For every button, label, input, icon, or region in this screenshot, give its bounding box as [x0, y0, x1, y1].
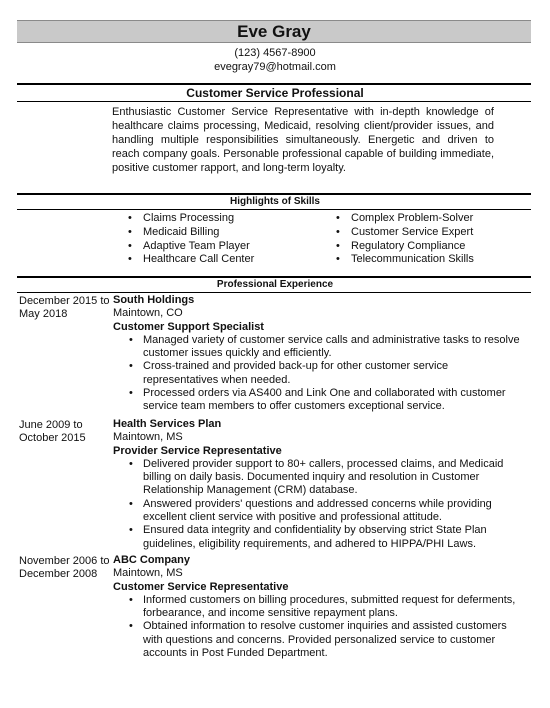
email-address: evegray79@hotmail.com	[214, 61, 336, 73]
skills-title: Highlights of Skills	[229, 196, 320, 207]
divider	[17, 83, 531, 85]
job-dates-end: December 2008	[19, 568, 98, 580]
job-location: Maintown, MS	[113, 431, 183, 444]
job-entry	[113, 294, 523, 414]
job-role: Customer Support Specialist	[113, 320, 264, 333]
divider	[17, 193, 531, 195]
candidate-name: Eve Gray	[237, 22, 311, 41]
job-dates-end: May 2018	[19, 308, 68, 320]
profile-summary: Enthusiastic Customer Service Representative with in-depth knowledge of healthcare claims processing, Medicaid, resolving client/provider issues, and handling multiple responsibilities simultaneously. Energetic and driven to reach company goals. Personable professional capable of building immediate, positive customer rapport, and long-term loyalty.	[112, 106, 494, 174]
skill-item: • Regulatory Compliance	[336, 240, 474, 254]
job-bullet: • Obtained information to resolve customer inquiries and assisted customers with questions and concerns. Provided personalized service to customer accounts in Post Funded Department.	[113, 620, 523, 660]
job-bullet: • Delivered provider support to 80+ callers, processed claims, and Medicaid billing on daily basis. Documented inquiry and resolution in Customer Relationship Management (CRM) database.	[113, 458, 523, 498]
skill-item: • Medicaid Billing	[128, 226, 254, 240]
skill-item: • Adaptive Team Player	[128, 240, 254, 254]
company-name: ABC Company	[113, 554, 191, 566]
phone-number: (123) 4567-8900	[234, 47, 316, 59]
skills-list-right	[336, 212, 474, 267]
job-bullet: • Answered providers' questions and addressed concerns while providing excellent client service with positive and professional attitude.	[113, 498, 523, 525]
company-name: Health Services Plan	[113, 418, 222, 430]
job-bullet: • Informed customers on billing procedures, submitted request for deferments, forbearance, and income sensitive repayment plans.	[113, 594, 523, 621]
job-entry	[113, 418, 523, 551]
job-dates-start: November 2006 to	[19, 555, 110, 567]
job-role: Customer Service Representative	[113, 580, 289, 593]
divider	[17, 276, 531, 278]
divider	[17, 101, 531, 102]
job-dates-start: December 2015 to	[19, 295, 110, 307]
job-dates-end: October 2015	[19, 432, 86, 444]
divider	[17, 209, 531, 210]
job-bullets	[113, 458, 523, 551]
skill-item: • Claims Processing	[128, 212, 254, 226]
job-entry	[113, 554, 523, 660]
job-bullet: • Cross-trained and provided back-up for other customer service representatives when needed.	[113, 360, 523, 387]
skills-list-left	[128, 212, 254, 267]
name-banner	[17, 20, 531, 43]
job-bullet: • Ensured data integrity and confidentiality by observing strict State Plan guidelines, eligibility requirements, and adhered to HIPPA/PHI Laws.	[113, 524, 523, 551]
skill-item: • Healthcare Call Center	[128, 253, 254, 267]
skill-item: • Complex Problem-Solver	[336, 212, 474, 226]
job-bullets	[113, 594, 523, 660]
experience-title: Professional Experience	[216, 279, 334, 290]
job-location: Maintown, MS	[113, 567, 183, 580]
job-dates-start: June 2009 to	[19, 419, 83, 431]
job-location: Maintown, CO	[113, 307, 183, 320]
job-bullets	[113, 334, 523, 414]
job-dates	[19, 555, 111, 581]
job-dates	[19, 295, 111, 321]
job-bullet: • Processed orders via AS400 and Link One and collaborated with customer service team members to offer customers exceptional service.	[113, 387, 523, 414]
job-role: Provider Service Representative	[113, 444, 282, 457]
skill-item: • Customer Service Expert	[336, 226, 474, 240]
job-dates	[19, 419, 111, 445]
divider	[17, 292, 531, 293]
company-name: South Holdings	[113, 294, 195, 306]
skill-item: • Telecommunication Skills	[336, 253, 474, 267]
profile-title: Customer Service Professional	[186, 86, 364, 100]
job-bullet: • Managed variety of customer service calls and administrative tasks to resolve customer issues quickly and efficiently.	[113, 334, 523, 361]
